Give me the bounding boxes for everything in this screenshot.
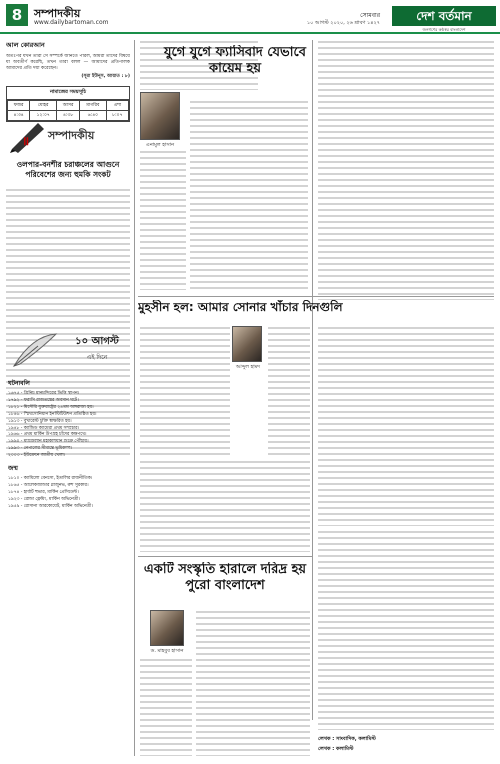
mid-article-credit: লেখক : কলামিস্ট (318, 746, 354, 752)
prayer-header: ফজর (8, 101, 30, 111)
author-photo-bottom (150, 610, 184, 646)
prayer-time: ৪:৩৪ (8, 111, 30, 121)
svg-text:॥: ॥ (22, 134, 30, 148)
mid-article-body-left (140, 326, 230, 456)
event-item: ১৯১৩ - বুখারেস্ট চুক্তি স্বাক্ষরিত হয়। (8, 418, 72, 424)
births-items (8, 476, 132, 510)
column-divider (134, 40, 135, 460)
bottom-article-body (196, 610, 310, 756)
quill-icon (8, 330, 62, 370)
prayer-table-header-row (8, 101, 129, 111)
top-article-body (190, 100, 308, 290)
event-item: ১৮৪৬ - স্মিথসোনিয়ান ইনস্টিটিউশন প্রতিষ্ঠিত হয়। (8, 411, 97, 417)
birth-item: ১৯৫৯ - রোসানা আরকোয়েট, মার্কিন অভিনেত্রী। (8, 503, 93, 509)
bottom-article-text-left (140, 658, 192, 756)
mid-article-text-continued (140, 460, 310, 552)
event-item: ১৬৭৫ - গ্রিনিচ মানমন্দিরের ভিত্তি স্থাপন। (8, 391, 80, 396)
masthead-tagline: জনগণের কণ্ঠস্বর বাংলাদেশ (422, 27, 466, 32)
date-box-label: এই দিনে (86, 354, 108, 361)
birth-item: ১৮৭৪ - হার্বার্ট হুভার, মার্কিন প্রেসিডেন্ট। (8, 489, 79, 495)
event-item: ১৯৯০ - ম্যাজেলান মহাকাশযান শুক্রে পৌঁছায়। (8, 439, 89, 445)
prayer-time: ৮:০৭ (106, 111, 128, 121)
top-article-body-left (140, 150, 186, 290)
column-divider (134, 460, 135, 756)
birth-item: ১৮১০ - ক্যামিলো বেনসো, ইতালির রাজনীতিক। (8, 476, 93, 482)
mid-article-text (140, 326, 230, 456)
column-divider (312, 40, 313, 720)
birth-item: ১৯২৩ - রোন্ডা ফ্লেমিং, মার্কিন অভিনেত্রী। (8, 496, 80, 502)
author-photo-top (140, 92, 180, 140)
prayer-header: মাগরিব (80, 101, 107, 111)
top-article-text-left (140, 150, 186, 290)
prayer-header: যোহর (30, 101, 57, 111)
mid-article-headline-box (138, 300, 494, 322)
editorial-logo (8, 118, 132, 154)
prayer-time: ৪:৩৮ (57, 111, 80, 121)
quran-text: অতঃপর যখন তারা সে সম্পর্কে জানতে পারল, আমরা তাদের বিষয়ে যা অবতীর্ণ করেছি, তখন তারা বলল — আমাদের প্রতিপালক আমাদের প্রতি দয়া করেছেন। (6, 54, 130, 71)
prayer-table-title: নামাজের সময়সূচি (7, 87, 129, 100)
date-box-date: ১০ আগস্ট (75, 336, 119, 347)
events-title: ঘটনাবলি (8, 380, 30, 387)
mid-article-continued (140, 460, 310, 552)
right-article-credit: লেখক : সাংবাদিক, কলামিস্ট (318, 736, 376, 742)
date-box (8, 326, 132, 374)
events-items (8, 391, 132, 459)
mid-article-text-center (268, 326, 310, 456)
right-article-lower (318, 530, 494, 730)
events-list (8, 378, 132, 756)
page-header (0, 0, 500, 34)
author-caption-mid: আব্দুল হামদ (235, 364, 261, 370)
mid-article-body-right (318, 326, 494, 526)
mid-article-body-center (268, 326, 310, 456)
quran-reference: (সূরা ইউনূস, আয়াত : ৮) (81, 74, 130, 79)
prayer-header: এশা (106, 101, 128, 111)
births-title: জন্ম (8, 465, 18, 473)
editorial-headline: ওলপার-বনশীর চরাঞ্চলের আগুনে পরিবেশের জন্য হুমকি সংকট (16, 160, 120, 179)
pen-icon (8, 119, 48, 153)
event-item: ১৯৬৬ - প্রথম মার্কিন উপগ্রহ চাঁদের কক্ষপথে। (8, 432, 87, 438)
section-divider (138, 556, 312, 557)
section-divider (138, 296, 494, 297)
editorial-headline-box (6, 160, 130, 186)
event-item: ২০০৩ - ইউক্রেনে জাতীয় খেলা। (8, 453, 66, 459)
bottom-article-headline: একটি সংস্কৃতি হারালে দরিদ্র হয় পুরো বাংলাদেশ (143, 562, 307, 593)
issue-date: ১০ আগস্ট ২০২০, ২৬ শ্রাবণ ১৪২৭ (306, 20, 380, 26)
prayer-time: ৬:৪০ (80, 111, 107, 121)
prayer-header: আসর (57, 101, 80, 111)
event-item: ১৯৯৩ - নেপালের সীমান্তে ভূমিকম্প। (8, 446, 73, 452)
birth-item: ১৮৬৫ - আলেকজান্ডার গ্লাজুনভ, রুশ সুরকার। (8, 482, 89, 488)
editorial-label: সম্পাদকীয় (48, 128, 95, 142)
website-url[interactable]: www.dailybartoman.com (34, 19, 109, 26)
bottom-article-text (196, 610, 310, 756)
event-item: ১৮২১ - মিসৌরি যুক্তরাষ্ট্রের ২৪তম অঙ্গরাজ্য হয়। (8, 404, 94, 410)
quran-column (6, 40, 130, 180)
right-article-continuation (318, 40, 494, 300)
right-article-text-lower (318, 530, 494, 730)
mid-article-text-right (318, 326, 494, 526)
top-article-headline-box (160, 45, 310, 105)
prayer-times-table (6, 86, 130, 122)
newspaper-masthead: দেশ বর্তমান (392, 6, 496, 26)
top-article-text (190, 100, 308, 290)
event-item: ১৭৯২ - ফরাসি রাজতন্ত্রের অবসান ঘটে। (8, 397, 79, 403)
prayer-time: ১২:০৭ (30, 111, 57, 121)
weekday: সোমবার (360, 12, 380, 19)
section-name: সম্পাদকীয় (34, 7, 81, 20)
page-number: 8 (6, 4, 28, 26)
author-photo-mid (232, 326, 262, 362)
bottom-article-body-left (140, 658, 192, 756)
right-article-text (318, 40, 494, 300)
quran-title: আল কোরআন (6, 41, 45, 49)
author-caption-bottom: ড. মাহবুব হাসান (150, 648, 184, 654)
mid-article-headline: মুহসীন হল: আমার সোনার খাঁচার দিনগুলি (138, 300, 343, 314)
event-item: ১৯৪৮ - ক্যান্ডিড ক্যামেরা প্রথম সম্প্রচার। (8, 425, 80, 431)
top-article-headline: যুগে যুগে ফ্যাসিবাদ যেভাবে কায়েম হয় (164, 45, 306, 76)
bottom-article-headline-box (140, 562, 310, 606)
author-caption-top: এনামুল হাসান (145, 142, 175, 148)
